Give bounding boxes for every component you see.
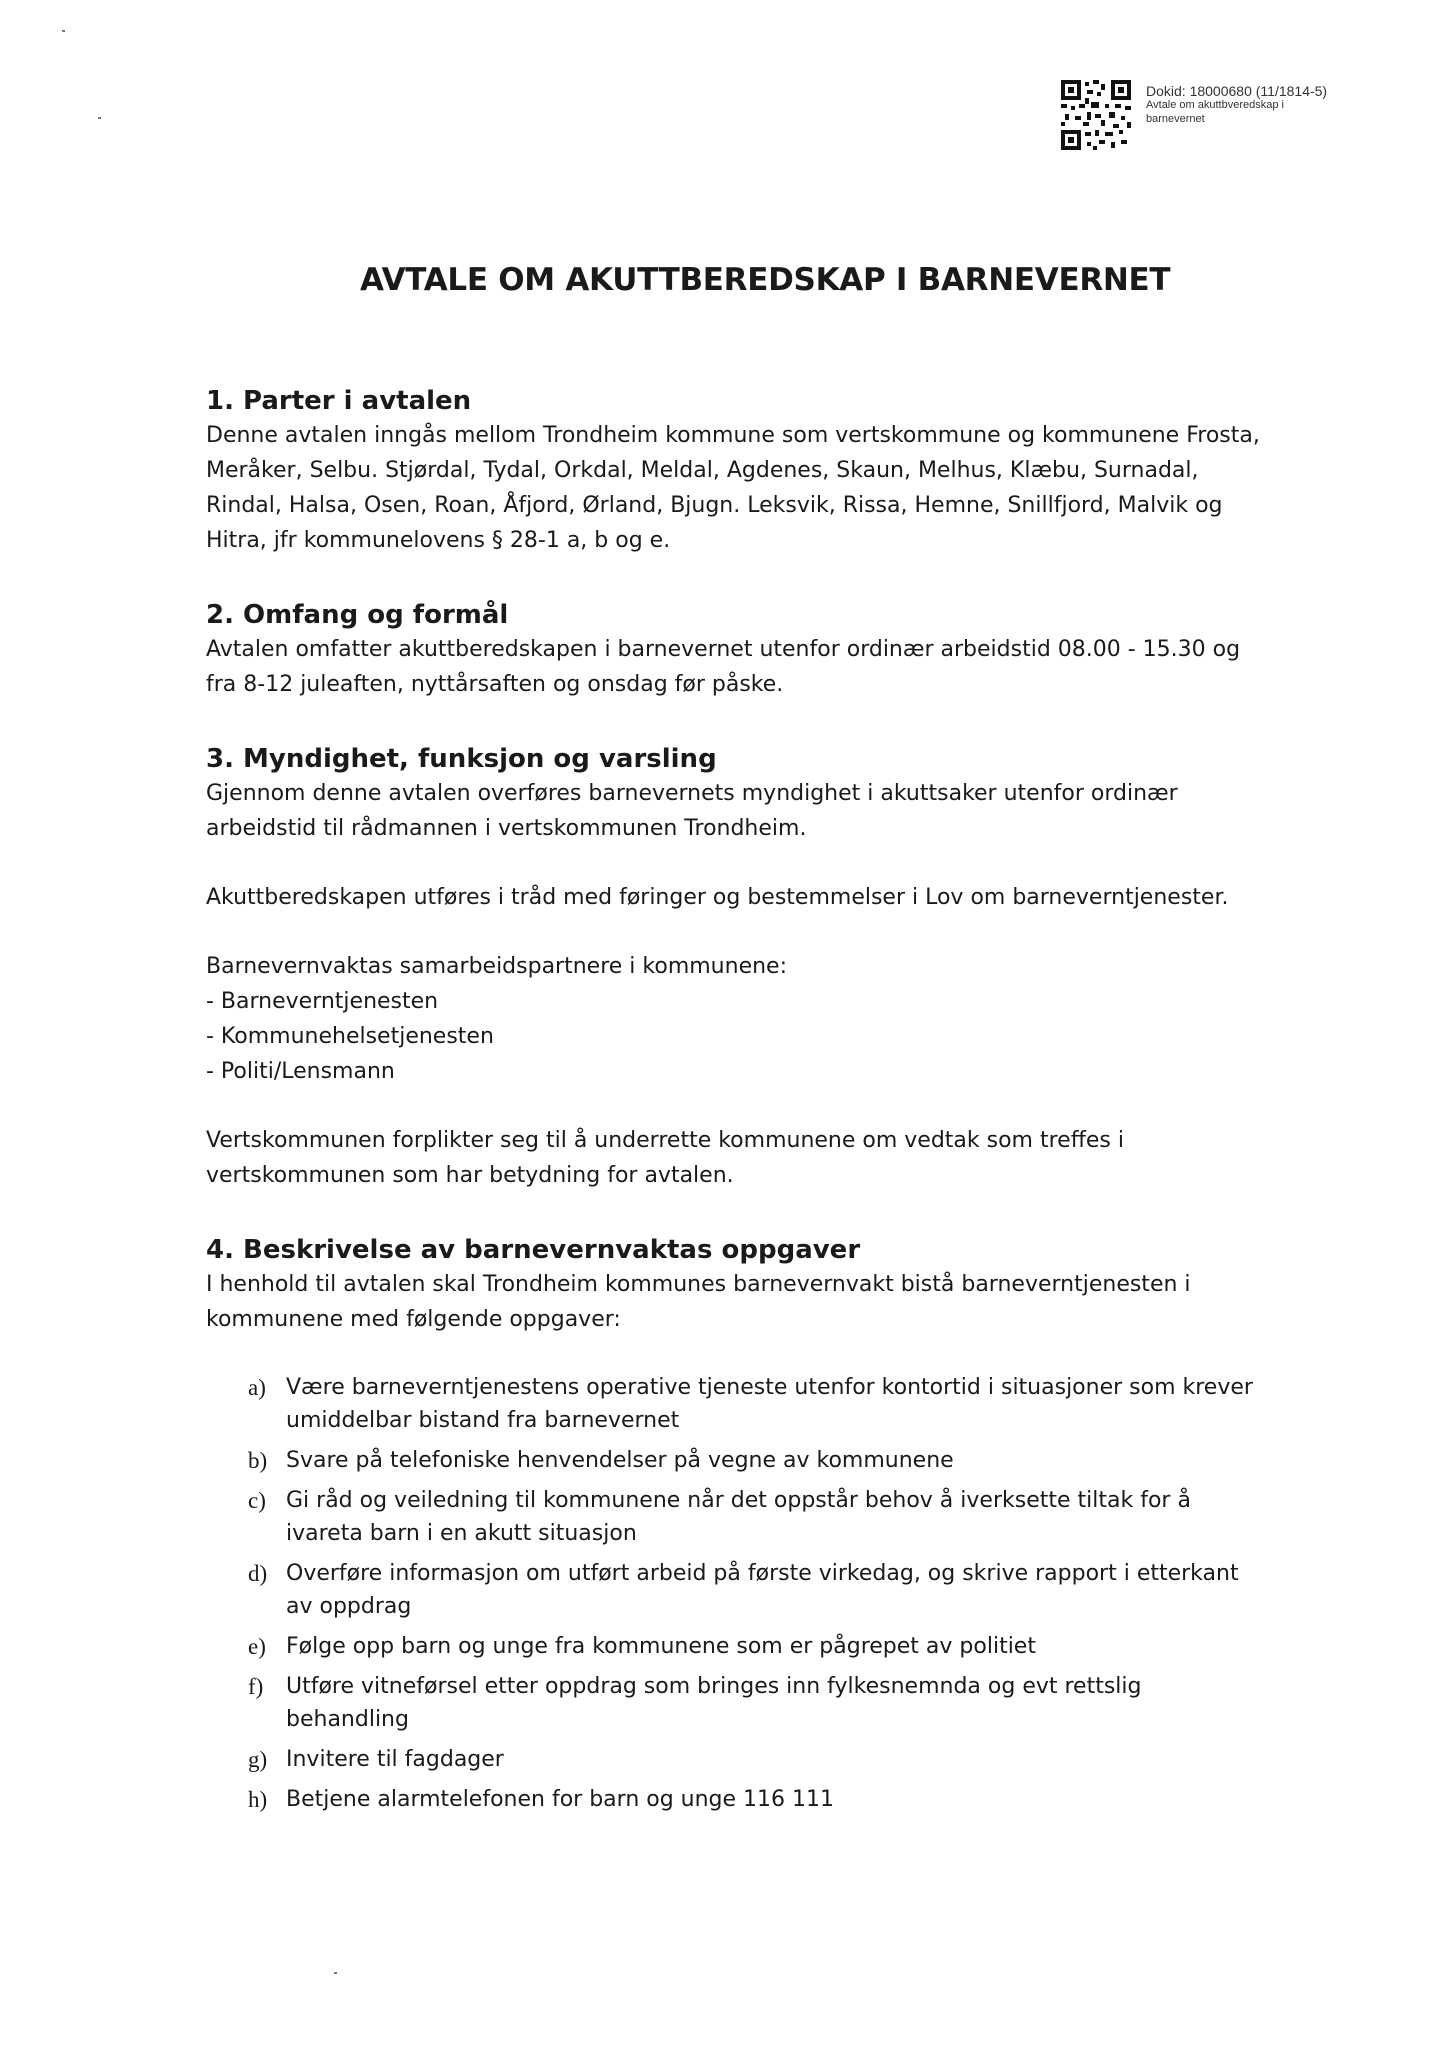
- list-marker: e): [248, 1634, 266, 1659]
- section-2-heading: 2. Omfang og formål: [206, 600, 509, 630]
- list-marker: f): [248, 1674, 264, 1699]
- section-4-heading: 4. Beskrivelse av barnevernvaktas oppgaver: [206, 1235, 861, 1265]
- section-3-paragraph: Vertskommunen forplikter seg til å underrette kommunene om vedtak som treffes i vertskommunen som har betydning for avtalen.: [206, 1128, 1124, 1188]
- list-item: [206, 1444, 1266, 1477]
- list-item: - Barneverntjenesten: [206, 989, 439, 1014]
- list-item: [206, 1783, 1266, 1816]
- list-item-text: Følge opp barn og unge fra kommunene som er pågrepet av politiet: [286, 1634, 1036, 1659]
- document-stamp: [1146, 84, 1327, 126]
- list-item: [206, 1484, 1266, 1550]
- list-item: [206, 1743, 1266, 1776]
- list-marker: c): [248, 1488, 266, 1513]
- list-item-text: Være barneverntjenestens operative tjeneste utenfor kontortid i situasjoner som krever umiddelbar bistand fra barnevernet: [286, 1375, 1253, 1433]
- section-1-heading: 1. Parter i avtalen: [206, 386, 472, 416]
- list-marker: a): [248, 1375, 266, 1400]
- list-item: [206, 1371, 1266, 1437]
- stamp-doc-id: Dokid: 18000680 (11/1814-5): [1146, 83, 1328, 99]
- section-2-body: Avtalen omfatter akuttberedskapen i barnevernet utenfor ordinær arbeidstid 08.00 - 15.30 og fra 8-12 juleaften, nyttårsaften og onsdag før påske.: [206, 637, 1241, 697]
- list-item: - Politi/Lensmann: [206, 1059, 395, 1084]
- stamp-doc-title: Avtale om akuttbveredskap i: [1146, 99, 1284, 111]
- stamp-doc-title-cont: barnevernet: [1146, 113, 1205, 125]
- list-item-text: Utføre vitneførsel etter oppdrag som bringes inn fylkesnemnda og evt rettslig behandling: [286, 1674, 1142, 1732]
- section-4-intro: I henhold til avtalen skal Trondheim kommunes barnevernvakt bistå barneverntjenesten i kommunene med følgende oppgaver:: [206, 1272, 1191, 1332]
- list-item: [206, 1670, 1266, 1736]
- document-body: [206, 384, 1266, 1823]
- list-item-text: Invitere til fagdager: [286, 1747, 504, 1772]
- task-list: [206, 1371, 1266, 1816]
- section-1-body: Denne avtalen inngås mellom Trondheim kommune som vertskommune og kommunene Frosta, Meråker, Selbu. Stjørdal, Tydal, Orkdal, Meldal, Agdenes, Skaun, Melhus, Klæbu, Surnadal, Rindal, Halsa, Osen, Roan, Åfjord, Ørland, Bjugn. Leksvik, Rissa, Hemne, Snillfjord, Malvik og Hitra, jfr kommunelovens § 28-1 a, b og e.: [206, 423, 1260, 553]
- list-item: [206, 1557, 1266, 1623]
- partner-list: [206, 984, 1266, 1089]
- list-item: - Kommunehelsetjenesten: [206, 1024, 494, 1049]
- list-item-text: Betjene alarmtelefonen for barn og unge 116 111: [286, 1787, 835, 1812]
- section-3-paragraph: Gjennom denne avtalen overføres barnevernets myndighet i akuttsaker utenfor ordinær arbeidstid til rådmannen i vertskommunen Trondheim.: [206, 781, 1178, 841]
- list-item: [206, 1630, 1266, 1663]
- list-item-text: Overføre informasjon om utført arbeid på første virkedag, og skrive rapport i etterkant av oppdrag: [286, 1561, 1239, 1619]
- list-item-text: Svare på telefoniske henvendelser på vegne av kommunene: [286, 1448, 954, 1473]
- list-item-text: Gi råd og veiledning til kommunene når det oppstår behov å iverksette tiltak for å ivareta barn i en akutt situasjon: [286, 1488, 1191, 1546]
- scan-speck: [62, 30, 65, 32]
- list-marker: b): [248, 1448, 268, 1473]
- section-3-paragraph: Barnevernvaktas samarbeidspartnere i kommunene:: [206, 954, 787, 979]
- list-marker: d): [248, 1561, 268, 1586]
- list-marker: g): [248, 1747, 268, 1772]
- scan-speck: [334, 1972, 337, 1974]
- document-title: AVTALE OM AKUTTBEREDSKAP I BARNEVERNET: [360, 262, 1171, 298]
- qr-code-icon: [1061, 80, 1131, 150]
- scan-speck: [98, 117, 101, 119]
- section-3-heading: 3. Myndighet, funksjon og varsling: [206, 744, 717, 774]
- section-3-paragraph: Akuttberedskapen utføres i tråd med føringer og bestemmelser i Lov om barneverntjenester.: [206, 885, 1229, 910]
- list-marker: h): [248, 1787, 268, 1812]
